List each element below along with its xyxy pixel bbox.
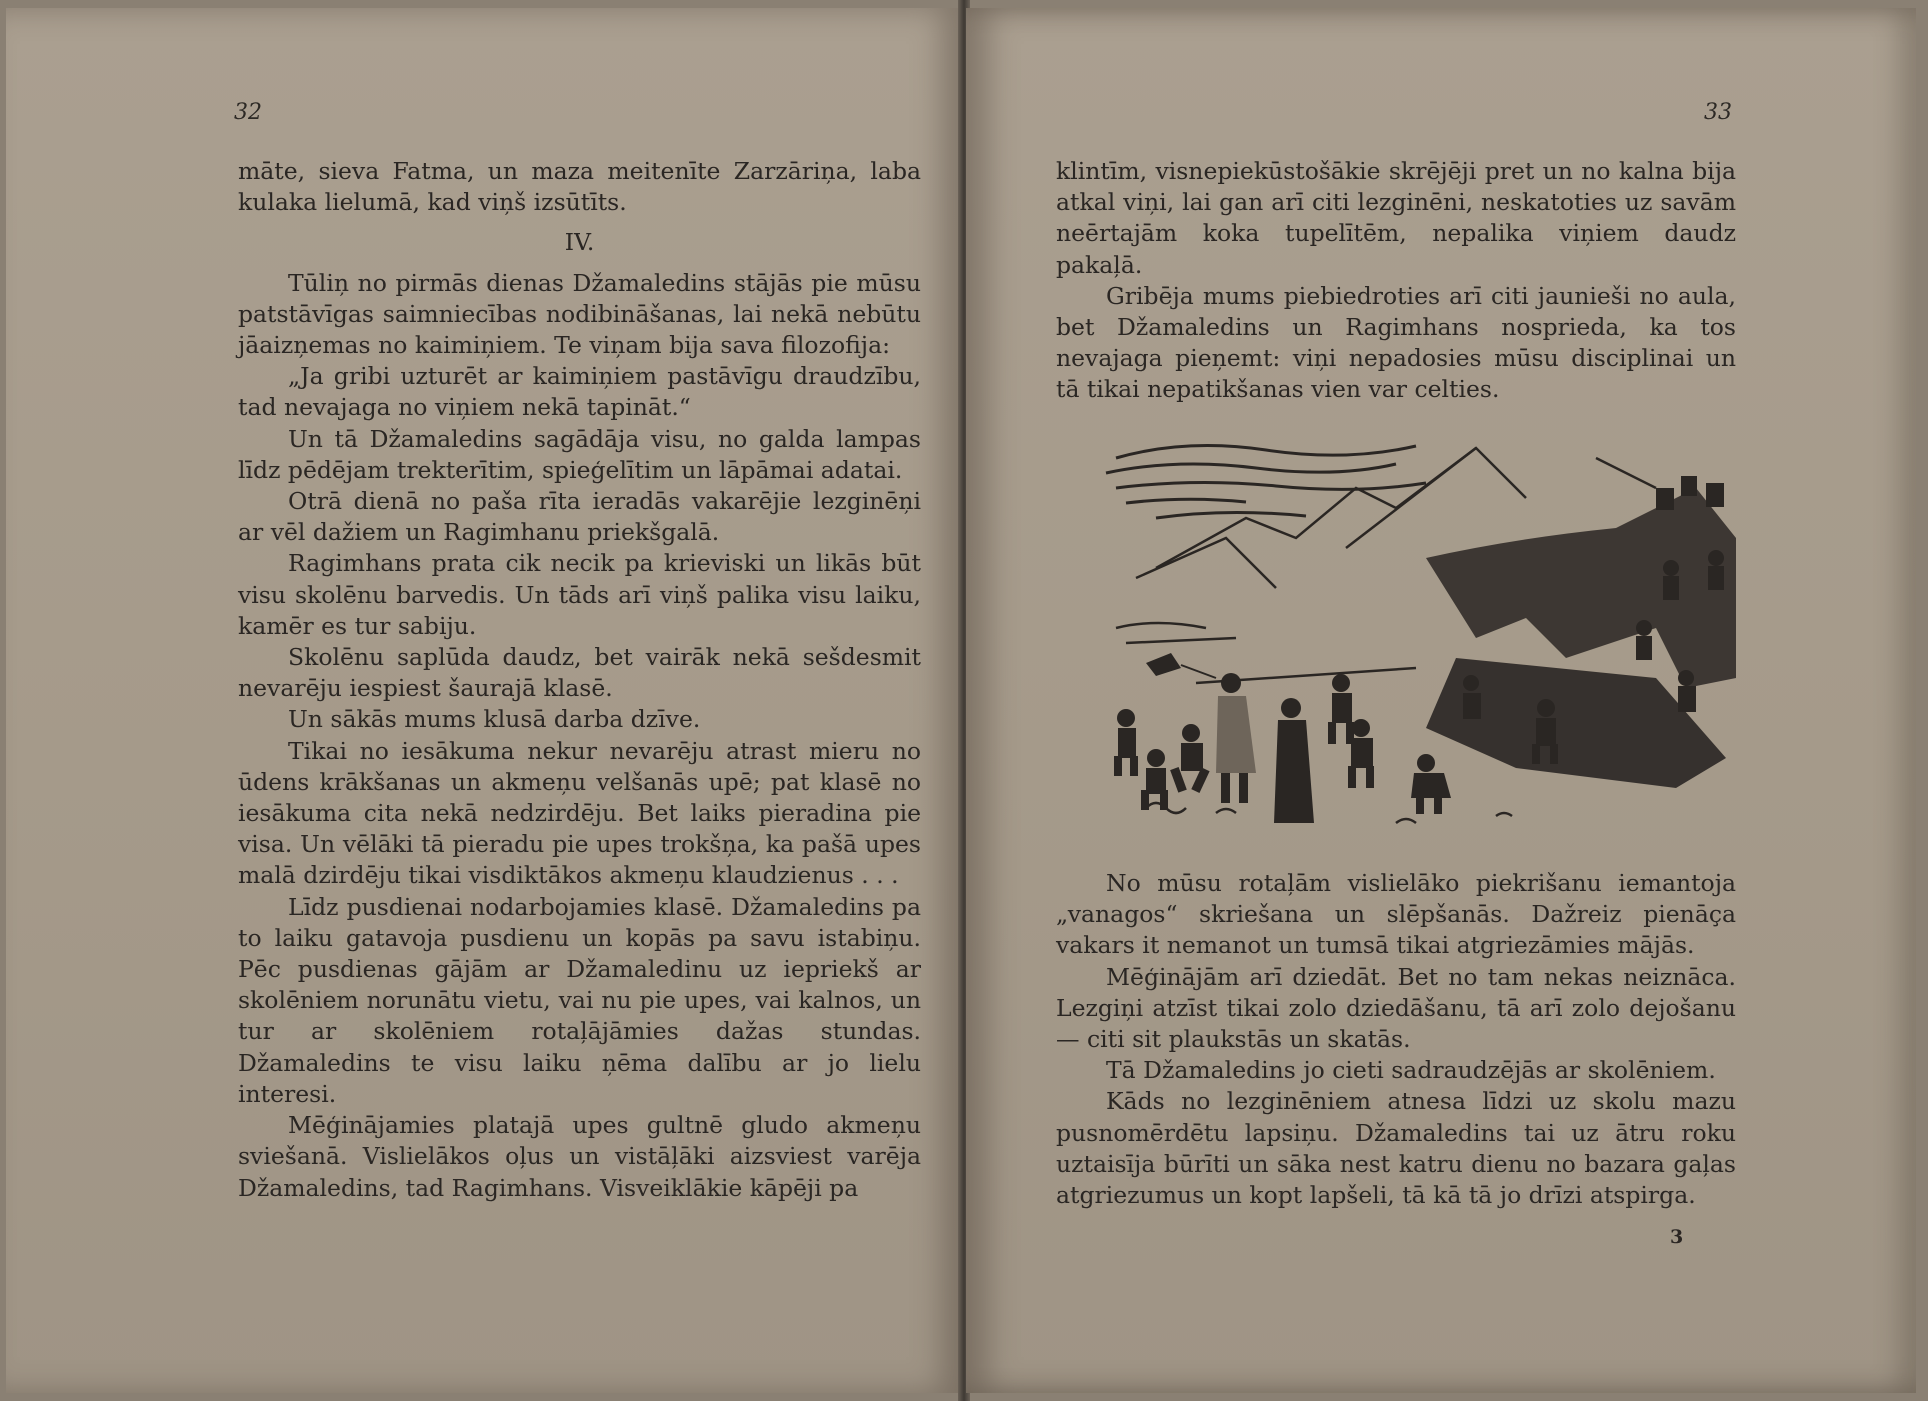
right-page-text-bottom [1056,868,1736,1211]
paragraph: Otrā dienā no paša rīta ieradās vakarējie lezginēņi ar vēl dažiem un Ragimhanu priekšgalā. [238,487,921,547]
paragraph: Mēģinājamies platajā upes gultnē gludo akmeņu sviešanā. Vislielākos oļus un vistāļāki aizsviest varēja Džamaledins, tad Ragimhans. Visveiklākie kāpēji pa [238,1111,921,1202]
left-page-text [238,156,921,1204]
paragraph: Līdz pusdienai nodarbojamies klasē. Džamaledins pa to laiku gatavoja pusdienu un kopās pa savu istabiņu. Pēc pusdienas gājām ar Džamaledinu uz iepriekš ar skolēniem norunātu vietu, vai nu pie upes, vai kalnos, un tur ar skolēniem rotaļājāmies dažas stundas. Džamaledins te visu laiku ņēma dalību ar jo lielu interesi. [238,892,921,1108]
left-page [6,8,964,1393]
paragraph: Un sākās mums klusā darba dzīve. [288,705,701,734]
illustration-children-playing [1096,428,1746,858]
paragraph: Tūliņ no pirmās dienas Džamaledins stājās pie mūsu patstāvīgas saimniecības nodibināšanas, lai nekā nebūtu jāaizņemas no kaimiņiem. Te viņam bija sava filozofija: [238,268,921,360]
paragraph: Mēģinājām arī dziedāt. Bet no tam nekas neiznāca. Lezgiņi atzīst tikai zolo dziedāšanu, tā arī zolo dejošanu — citi sit plaukstās un skatās. [1056,962,1736,1054]
paragraph: Tikai no iesākuma nekur nevarēju atrast mieru no ūdens krākšanas un akmeņu velšanās upē; pat klasē no iesākuma cita nekā nedzirdēju. Bet laiks pieradina pie visa. Un vēlāki tā pieradu pie upes trokšņa, ka pašā upes malā dzirdēju tikai visdiktākos akmeņu klaudzienus . . . [238,736,921,890]
paragraph: Un tā Džamaledins sagādāja visu, no galda lampas līdz pēdējam trekterītim, spieģelītim un lāpāmai adatai. [238,424,921,484]
page-number-right: 33 [1704,100,1732,125]
paragraph: Kāds no lezginēniem atnesa līdzi uz skolu mazu pusnomērdētu lapsiņu. Džamaledins tai uz ātru roku uztaisīja būrīti un sāka nest katru dienu no bazara gaļas atgriezumus un kopt lapšeli, tā kā tā jo drīzi atspirga. [1056,1087,1736,1210]
paragraph: Tā Džamaledins jo cieti sadraudzējās ar skolēniem. [1106,1056,1716,1085]
paragraph: Gribēja mums piebiedroties arī citi jaunieši no aula, bet Džamaledins un Ragimhans nosprieda, ka tos nevajaga pieņemt: viņi nepadosies mūsu disciplinai un tā tikai nepatikšanas vien var celties. [1056,281,1736,404]
paragraph: „Ja gribi uzturēt ar kaimiņiem pastāvīgu draudzību, tad nevajaga no viņiem nekā tapināt.“ [238,362,921,422]
right-page-text-top [1056,156,1736,406]
paragraph: Skolēnu saplūda daudz, bet vairāk nekā sešdesmit nevarēju iespiest šaurajā klasē. [238,643,921,703]
paragraph: klintīm, visnepiekūstošākie skrējēji pret un no kalna bija atkal viņi, lai gan arī citi lezginēni, neskatoties uz savām neērtajām koka tupelītēm, nepalika viņiem daudz pakaļā. [1056,157,1736,279]
paragraph: Ragimhans prata cik necik pa krieviski un likās būt visu skolēnu barvedis. Un tāds arī viņš palika visu laiku, kamēr es tur sabiju. [238,549,921,640]
signature-mark: 3 [1670,1226,1684,1248]
paragraph: māte, sieva Fatma, un maza meitenīte Zarzāriņa, laba kulaka lielumā, kad viņš izsūtīts. [238,157,921,217]
right-page [966,8,1916,1393]
page-number-left: 32 [234,100,262,125]
paragraph: No mūsu rotaļām vislielāko piekrišanu iemantoja „vanagos“ skriešana un slēpšanās. Dažreiz pienāça vakars it nemanot un tumsā tikai atgriezāmies mājās. [1056,869,1736,960]
chapter-heading: IV. [564,228,595,257]
